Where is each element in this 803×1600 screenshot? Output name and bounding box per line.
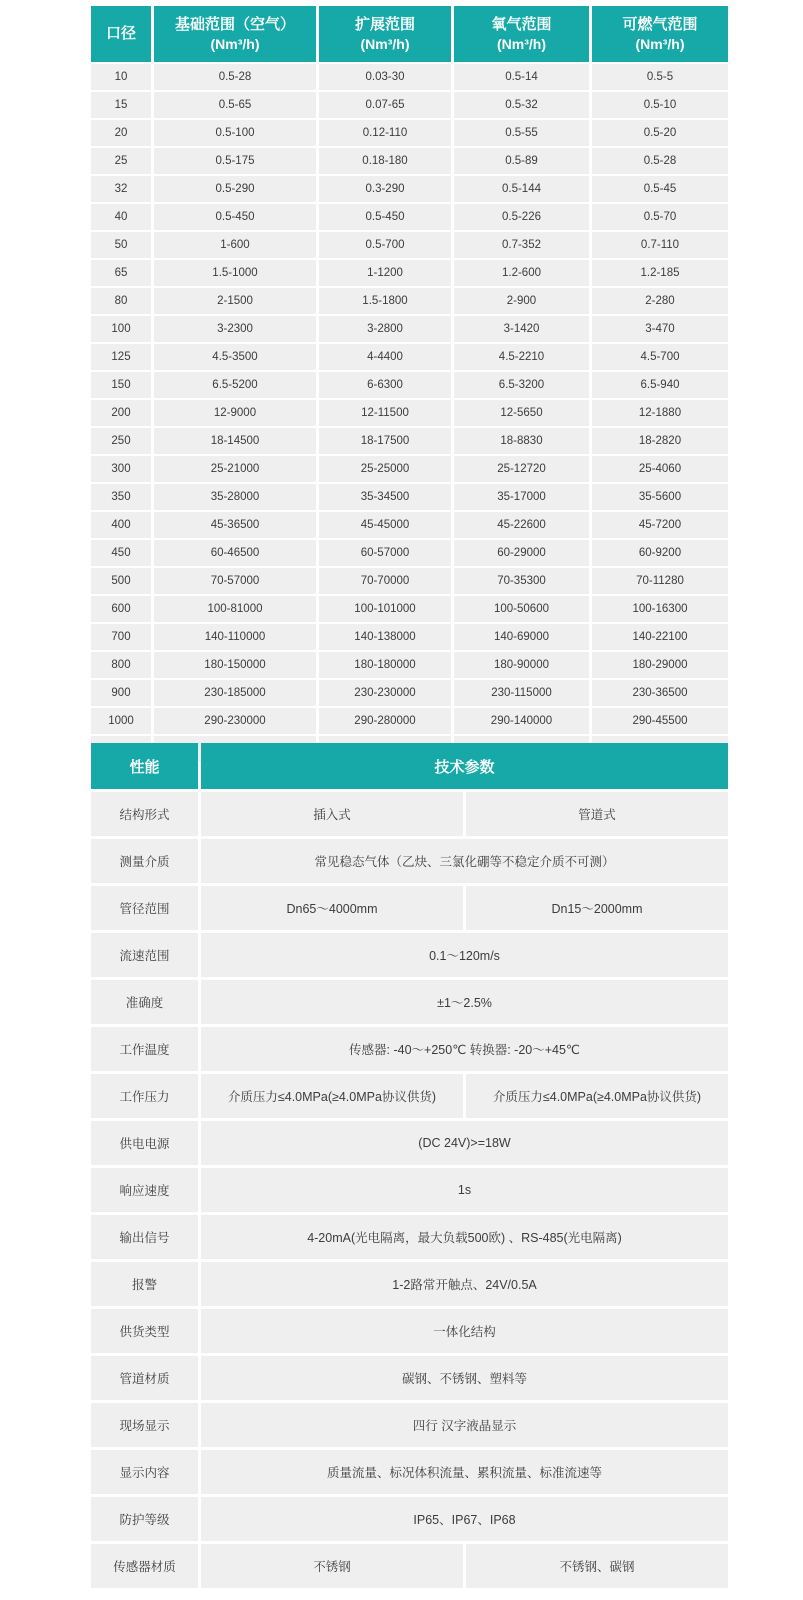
flow-table-row (91, 456, 728, 482)
col-header-base-range (154, 6, 316, 62)
range-cell: 35-5600 (592, 484, 728, 510)
diameter-cell: 400 (91, 512, 151, 538)
flow-table-row (91, 64, 728, 90)
spec-value-cell: 介质压力≤4.0MPa(≥4.0MPa协议供货) (201, 1074, 463, 1118)
range-cell: 100-16300 (592, 596, 728, 622)
range-cell: 0.5-14 (454, 64, 589, 90)
diameter-cell: 150 (91, 372, 151, 398)
range-cell: 290-45500 (592, 708, 728, 734)
spec-label-cell: 测量介质 (91, 839, 198, 883)
col-unit: (Nm³/h) (635, 35, 685, 52)
range-cell: 0.18-180 (319, 148, 451, 174)
range-cell: 0.5-700 (319, 232, 451, 258)
range-cell: 180-29000 (592, 652, 728, 678)
range-cell: 230-230000 (319, 680, 451, 706)
diameter-cell: 20 (91, 120, 151, 146)
spec-value-cell: 0.1～120m/s (201, 933, 728, 977)
spec-label-cell: 显示内容 (91, 1450, 198, 1494)
range-cell: 60-29000 (454, 540, 589, 566)
spec-value-cell: Dn15～2000mm (466, 886, 728, 930)
range-cell: 0.7-110 (592, 232, 728, 258)
spec-value-cell: 介质压力≤4.0MPa(≥4.0MPa协议供货) (466, 1074, 728, 1118)
col-header-oxygen-range (454, 6, 589, 62)
range-cell: 45-36500 (154, 512, 316, 538)
flow-table-row (91, 92, 728, 118)
diameter-cell: 700 (91, 624, 151, 650)
range-cell: 6.5-3200 (454, 372, 589, 398)
spec-value-cell: 管道式 (466, 792, 728, 836)
range-cell: 180-90000 (454, 652, 589, 678)
diameter-cell: 200 (91, 400, 151, 426)
diameter-cell: 65 (91, 260, 151, 286)
range-cell: 0.12-110 (319, 120, 451, 146)
diameter-cell: 250 (91, 428, 151, 454)
range-cell: 0.5-144 (454, 176, 589, 202)
range-cell: 0.5-226 (454, 204, 589, 230)
range-cell: 12-9000 (154, 400, 316, 426)
diameter-cell: 600 (91, 596, 151, 622)
range-cell: 6-6300 (319, 372, 451, 398)
flow-table-row (91, 596, 728, 622)
diameter-cell: 1000 (91, 708, 151, 734)
range-cell: 0.03-30 (319, 64, 451, 90)
range-cell: 100-101000 (319, 596, 451, 622)
range-cell: 180-180000 (319, 652, 451, 678)
flow-table-row (91, 344, 728, 370)
range-cell: 140-138000 (319, 624, 451, 650)
diameter-cell: 125 (91, 344, 151, 370)
range-cell: 230-185000 (154, 680, 316, 706)
spec-table-row (91, 1027, 728, 1071)
spec-label-cell: 供电电源 (91, 1121, 198, 1165)
diameter-cell: 900 (91, 680, 151, 706)
flow-table-row (91, 316, 728, 342)
spec-value-cell: 不锈钢 (201, 1544, 463, 1588)
flow-header-row (91, 6, 728, 62)
spec-table-body (91, 792, 728, 1588)
range-cell: 0.5-290 (154, 176, 316, 202)
range-cell: 35-28000 (154, 484, 316, 510)
flow-table-row (91, 204, 728, 230)
range-cell: 4.5-700 (592, 344, 728, 370)
spec-table-row (91, 1356, 728, 1400)
range-cell: 25-25000 (319, 456, 451, 482)
spec-table-row (91, 1262, 728, 1306)
range-cell: 3-470 (592, 316, 728, 342)
spec-label-cell: 输出信号 (91, 1215, 198, 1259)
col-unit: (Nm³/h) (497, 35, 546, 52)
range-cell: 18-17500 (319, 428, 451, 454)
flow-table-row (91, 120, 728, 146)
range-cell: 12-5650 (454, 400, 589, 426)
spec-value-cell: ±1～2.5% (201, 980, 728, 1024)
spec-value-cell: 碳钢、不锈钢、塑料等 (201, 1356, 728, 1400)
flow-table-row (91, 652, 728, 678)
spec-value-cell: 传感器: -40～+250℃ 转换器: -20～+45℃ (201, 1027, 728, 1071)
range-cell: 4.5-3500 (154, 344, 316, 370)
flow-table-row (91, 484, 728, 510)
range-cell: 2-900 (454, 288, 589, 314)
col-header-combustible-range (592, 6, 728, 62)
range-cell: 0.07-65 (319, 92, 451, 118)
range-cell: 35-17000 (454, 484, 589, 510)
spec-value-cell: 4-20mA(光电隔离，最大负载500欧) 、RS-485(光电隔离) (201, 1215, 728, 1259)
flow-table-row (91, 540, 728, 566)
range-cell: 35-34500 (319, 484, 451, 510)
col-header-diameter (91, 6, 151, 62)
spec-table-row (91, 792, 728, 836)
col-unit: (Nm³/h) (360, 35, 410, 52)
range-cell: 0.5-55 (454, 120, 589, 146)
diameter-cell: 350 (91, 484, 151, 510)
range-cell: 100-50600 (454, 596, 589, 622)
range-cell: 0.5-100 (154, 120, 316, 146)
flow-table-row (91, 568, 728, 594)
range-cell: 0.5-89 (454, 148, 589, 174)
range-cell: 1.2-185 (592, 260, 728, 286)
flow-table-row (91, 708, 728, 734)
col-unit: (Nm³/h) (210, 35, 260, 52)
spec-label-cell: 流速范围 (91, 933, 198, 977)
spec-value-cell: 质量流量、标况体积流量、累积流量、标准流速等 (201, 1450, 728, 1494)
spec-label-cell: 管径范围 (91, 886, 198, 930)
spec-value-cell: 插入式 (201, 792, 463, 836)
range-cell: 6.5-940 (592, 372, 728, 398)
range-cell: 0.5-45 (592, 176, 728, 202)
flow-table-row (91, 428, 728, 454)
spec-table-row (91, 1403, 728, 1447)
spec-value-cell: 常见稳态气体（乙炔、三氯化硼等不稳定介质不可测） (201, 839, 728, 883)
col-title: 扩展范围 (354, 16, 415, 34)
range-cell: 45-22600 (454, 512, 589, 538)
spec-table-row (91, 1074, 728, 1118)
range-cell: 12-11500 (319, 400, 451, 426)
range-cell: 18-14500 (154, 428, 316, 454)
spec-value-cell: IP65、IP67、IP68 (201, 1497, 728, 1541)
diameter-cell: 25 (91, 148, 151, 174)
diameter-cell: 800 (91, 652, 151, 678)
spec-table-row (91, 1450, 728, 1494)
range-cell: 1.2-600 (454, 260, 589, 286)
range-cell: 1.5-1000 (154, 260, 316, 286)
range-cell: 0.5-32 (454, 92, 589, 118)
technical-spec-table (88, 740, 731, 1591)
range-cell: 25-4060 (592, 456, 728, 482)
spec-table-header (91, 743, 728, 789)
spec-label-cell: 结构形式 (91, 792, 198, 836)
col-title: 可燃气范围 (622, 16, 698, 34)
spec-table-row (91, 933, 728, 977)
flow-table-row (91, 372, 728, 398)
flow-table-row (91, 400, 728, 426)
range-cell: 25-21000 (154, 456, 316, 482)
range-cell: 0.5-20 (592, 120, 728, 146)
range-cell: 0.7-352 (454, 232, 589, 258)
range-cell: 0.5-65 (154, 92, 316, 118)
diameter-cell: 500 (91, 568, 151, 594)
flow-table-row (91, 176, 728, 202)
range-cell: 70-11280 (592, 568, 728, 594)
spec-label-cell: 准确度 (91, 980, 198, 1024)
range-cell: 230-115000 (454, 680, 589, 706)
spec-table-row (91, 1497, 728, 1541)
spec-table-row (91, 1544, 728, 1588)
spec-header-performance: 性能 (91, 743, 198, 789)
spec-value-cell: 一体化结构 (201, 1309, 728, 1353)
range-cell: 4-4400 (319, 344, 451, 370)
spec-label-cell: 响应速度 (91, 1168, 198, 1212)
flow-range-table (88, 4, 731, 764)
range-cell: 3-2300 (154, 316, 316, 342)
col-title: 口径 (105, 25, 136, 43)
spec-label-cell: 现场显示 (91, 1403, 198, 1447)
flow-table-row (91, 624, 728, 650)
range-cell: 4.5-2210 (454, 344, 589, 370)
spec-table-row (91, 1309, 728, 1353)
range-cell: 0.5-450 (154, 204, 316, 230)
range-cell: 6.5-5200 (154, 372, 316, 398)
diameter-cell: 300 (91, 456, 151, 482)
range-cell: 60-57000 (319, 540, 451, 566)
spec-value-cell: 1s (201, 1168, 728, 1212)
diameter-cell: 50 (91, 232, 151, 258)
flow-table-row (91, 260, 728, 286)
range-cell: 0.5-10 (592, 92, 728, 118)
diameter-cell: 40 (91, 204, 151, 230)
spec-table-row (91, 1215, 728, 1259)
flow-table-row (91, 680, 728, 706)
spec-label-cell: 供货类型 (91, 1309, 198, 1353)
range-cell: 70-35300 (454, 568, 589, 594)
diameter-cell: 15 (91, 92, 151, 118)
spec-value-cell: 不锈钢、碳钢 (466, 1544, 728, 1588)
range-cell: 45-45000 (319, 512, 451, 538)
spec-label-cell: 管道材质 (91, 1356, 198, 1400)
spec-label-cell: 报警 (91, 1262, 198, 1306)
spec-value-cell: (DC 24V)>=18W (201, 1121, 728, 1165)
col-title: 基础范围（空气） (174, 16, 295, 34)
range-cell: 0.5-450 (319, 204, 451, 230)
diameter-cell: 450 (91, 540, 151, 566)
flow-range-table-header (91, 6, 728, 62)
spec-label-cell: 传感器材质 (91, 1544, 198, 1588)
col-title: 氧气范围 (491, 16, 552, 34)
spec-value-cell: 四行 汉字液晶显示 (201, 1403, 728, 1447)
range-cell: 230-36500 (592, 680, 728, 706)
spec-label-cell: 工作压力 (91, 1074, 198, 1118)
range-cell: 0.5-28 (592, 148, 728, 174)
range-cell: 290-280000 (319, 708, 451, 734)
range-cell: 180-150000 (154, 652, 316, 678)
range-cell: 290-140000 (454, 708, 589, 734)
range-cell: 140-110000 (154, 624, 316, 650)
range-cell: 0.5-28 (154, 64, 316, 90)
spec-table-row (91, 980, 728, 1024)
flow-table-body (91, 64, 728, 762)
flow-table-row (91, 288, 728, 314)
range-cell: 18-8830 (454, 428, 589, 454)
range-cell: 2-280 (592, 288, 728, 314)
range-cell: 0.3-290 (319, 176, 451, 202)
range-cell: 70-57000 (154, 568, 316, 594)
spec-value-cell: Dn65～4000mm (201, 886, 463, 930)
range-cell: 100-81000 (154, 596, 316, 622)
spec-value-cell: 1-2路常开触点、24V/0.5A (201, 1262, 728, 1306)
flow-table-row (91, 148, 728, 174)
range-cell: 3-1420 (454, 316, 589, 342)
range-cell: 140-69000 (454, 624, 589, 650)
spec-table-row (91, 886, 728, 930)
range-cell: 2-1500 (154, 288, 316, 314)
range-cell: 290-230000 (154, 708, 316, 734)
range-cell: 60-46500 (154, 540, 316, 566)
range-cell: 70-70000 (319, 568, 451, 594)
flow-table-row (91, 512, 728, 538)
range-cell: 0.5-5 (592, 64, 728, 90)
range-cell: 3-2800 (319, 316, 451, 342)
spec-table-row (91, 1121, 728, 1165)
spec-header-parameters: 技术参数 (201, 743, 728, 789)
spec-table-row (91, 839, 728, 883)
spec-label-cell: 工作温度 (91, 1027, 198, 1071)
range-cell: 12-1880 (592, 400, 728, 426)
spec-table-row (91, 1168, 728, 1212)
diameter-cell: 32 (91, 176, 151, 202)
range-cell: 1-1200 (319, 260, 451, 286)
range-cell: 140-22100 (592, 624, 728, 650)
range-cell: 1-600 (154, 232, 316, 258)
range-cell: 1.5-1800 (319, 288, 451, 314)
range-cell: 60-9200 (592, 540, 728, 566)
diameter-cell: 10 (91, 64, 151, 90)
flow-table-row (91, 232, 728, 258)
diameter-cell: 100 (91, 316, 151, 342)
spec-header-row (91, 743, 728, 789)
col-header-extended-range (319, 6, 451, 62)
spec-label-cell: 防护等级 (91, 1497, 198, 1541)
range-cell: 0.5-70 (592, 204, 728, 230)
range-cell: 25-12720 (454, 456, 589, 482)
range-cell: 0.5-175 (154, 148, 316, 174)
range-cell: 18-2820 (592, 428, 728, 454)
range-cell: 45-7200 (592, 512, 728, 538)
diameter-cell: 80 (91, 288, 151, 314)
